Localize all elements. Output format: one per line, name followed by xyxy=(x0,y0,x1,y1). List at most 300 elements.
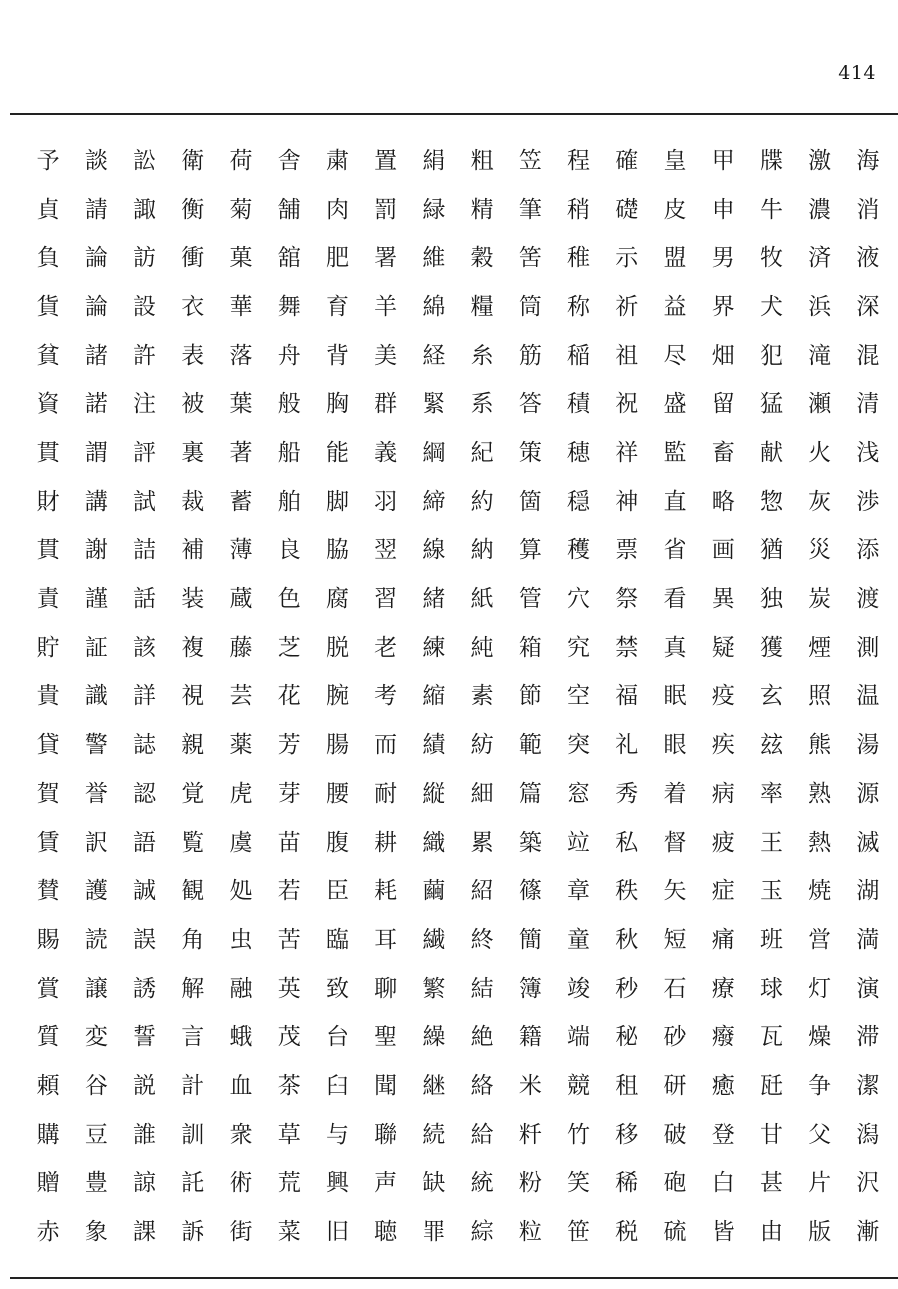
kanji-cell: 譲 xyxy=(84,975,108,1002)
kanji-cell: 猛 xyxy=(759,391,783,418)
kanji-cell: 贈 xyxy=(36,1170,60,1197)
kanji-cell: 老 xyxy=(374,634,398,661)
kanji-cell: 習 xyxy=(374,586,398,613)
kanji-cell: 節 xyxy=(518,683,542,710)
kanji-cell: 猶 xyxy=(759,537,783,564)
kanji-cell: 誠 xyxy=(133,878,157,905)
kanji-cell: 程 xyxy=(567,147,591,174)
kanji-cell: 貯 xyxy=(36,634,60,661)
kanji-cell: 父 xyxy=(808,1121,832,1148)
kanji-cell: 読 xyxy=(84,926,108,953)
kanji-cell: 線 xyxy=(422,537,446,564)
kanji-cell: 牛 xyxy=(759,196,783,223)
kanji-cell: 看 xyxy=(663,586,687,613)
kanji-cell: 致 xyxy=(325,975,349,1002)
kanji-cell: 穏 xyxy=(567,488,591,515)
kanji-cell: 茶 xyxy=(277,1073,301,1100)
kanji-cell: 翌 xyxy=(374,537,398,564)
kanji-cell: 玉 xyxy=(759,878,783,905)
kanji-cell: 請 xyxy=(84,196,108,223)
kanji-cell: 頼 xyxy=(36,1073,60,1100)
kanji-cell: 穴 xyxy=(567,586,591,613)
kanji-cell: 稚 xyxy=(567,245,591,272)
kanji-cell: 盛 xyxy=(663,391,687,418)
kanji-cell: 篠 xyxy=(518,878,542,905)
kanji-cell: 街 xyxy=(229,1219,253,1246)
kanji-cell: 課 xyxy=(133,1219,157,1246)
kanji-cell: 聞 xyxy=(374,1073,398,1100)
kanji-cell: 綱 xyxy=(422,440,446,467)
kanji-cell: 聊 xyxy=(374,975,398,1002)
kanji-cell: 質 xyxy=(36,1024,60,1051)
kanji-cell: 計 xyxy=(181,1073,205,1100)
kanji-cell: 腕 xyxy=(325,683,349,710)
kanji-cell: 班 xyxy=(759,926,783,953)
kanji-cell: 牧 xyxy=(759,245,783,272)
kanji-cell: 疾 xyxy=(711,732,735,759)
kanji-cell: 略 xyxy=(711,488,735,515)
kanji-cell: 給 xyxy=(470,1121,494,1148)
kanji-cell: 直 xyxy=(663,488,687,515)
kanji-cell: 瓦 xyxy=(759,1024,783,1051)
kanji-cell: 賛 xyxy=(36,878,60,905)
kanji-cell: 謹 xyxy=(84,586,108,613)
kanji-cell: 畜 xyxy=(711,440,735,467)
kanji-cell: 租 xyxy=(615,1073,639,1100)
kanji-cell: 粛 xyxy=(325,147,349,174)
kanji-cell: 舎 xyxy=(277,147,301,174)
kanji-cell: 耗 xyxy=(374,878,398,905)
kanji-cell: 犯 xyxy=(759,342,783,369)
kanji-cell: 福 xyxy=(615,683,639,710)
kanji-cell: 虫 xyxy=(229,926,253,953)
kanji-cell: 誘 xyxy=(133,975,157,1002)
kanji-cell: 真 xyxy=(663,634,687,661)
kanji-cell: 虎 xyxy=(229,780,253,807)
kanji-cell: 腸 xyxy=(325,732,349,759)
kanji-cell: 署 xyxy=(374,245,398,272)
kanji-cell: 色 xyxy=(277,586,301,613)
kanji-cell: 資 xyxy=(36,391,60,418)
kanji-cell: 秒 xyxy=(615,975,639,1002)
kanji-cell: 灯 xyxy=(808,975,832,1002)
top-rule xyxy=(10,113,898,115)
kanji-cell: 誰 xyxy=(133,1121,157,1148)
kanji-cell: 激 xyxy=(808,147,832,174)
kanji-cell: 祭 xyxy=(615,586,639,613)
kanji-cell: 竹 xyxy=(567,1121,591,1148)
kanji-cell: 苗 xyxy=(277,829,301,856)
kanji-cell: 識 xyxy=(84,683,108,710)
kanji-cell: 深 xyxy=(856,293,880,320)
kanji-cell: 芳 xyxy=(277,732,301,759)
kanji-cell: 祖 xyxy=(615,342,639,369)
kanji-cell: 皆 xyxy=(711,1219,735,1246)
kanji-cell: 笹 xyxy=(567,1219,591,1246)
kanji-cell: 癒 xyxy=(711,1073,735,1100)
kanji-cell: 率 xyxy=(759,780,783,807)
kanji-cell: 癈 xyxy=(711,1024,735,1051)
kanji-cell: 由 xyxy=(759,1219,783,1246)
kanji-cell: 緑 xyxy=(422,196,446,223)
kanji-cell: 論 xyxy=(84,245,108,272)
kanji-cell: 箇 xyxy=(518,488,542,515)
kanji-cell: 菜 xyxy=(277,1219,301,1246)
kanji-cell: 矢 xyxy=(663,878,687,905)
kanji-cell: 男 xyxy=(711,245,735,272)
kanji-cell: 訳 xyxy=(84,829,108,856)
kanji-cell: 炭 xyxy=(808,586,832,613)
kanji-cell: 融 xyxy=(229,975,253,1002)
kanji-cell: 牒 xyxy=(759,147,783,174)
kanji-cell: 笑 xyxy=(567,1170,591,1197)
kanji-cell: 覧 xyxy=(181,829,205,856)
kanji-cell: 旧 xyxy=(325,1219,349,1246)
kanji-cell: 粒 xyxy=(518,1219,542,1246)
kanji-cell: 舘 xyxy=(277,245,301,272)
kanji-cell: 素 xyxy=(470,683,494,710)
kanji-cell: 突 xyxy=(567,732,591,759)
kanji-cell: 終 xyxy=(470,926,494,953)
kanji-cell: 粉 xyxy=(518,1170,542,1197)
kanji-cell: 移 xyxy=(615,1121,639,1148)
kanji-cell: 背 xyxy=(325,342,349,369)
kanji-cell: 蔵 xyxy=(229,586,253,613)
kanji-cell: 茂 xyxy=(277,1024,301,1051)
kanji-cell: 競 xyxy=(567,1073,591,1100)
kanji-cell: 蛾 xyxy=(229,1024,253,1051)
kanji-cell: 賞 xyxy=(36,975,60,1002)
kanji-cell: 能 xyxy=(325,440,349,467)
kanji-cell: 熟 xyxy=(808,780,832,807)
kanji-cell: 謂 xyxy=(84,440,108,467)
kanji-cell: 綿 xyxy=(422,293,446,320)
kanji-cell: 良 xyxy=(277,537,301,564)
kanji-cell: 薬 xyxy=(229,732,253,759)
kanji-cell: 貴 xyxy=(36,683,60,710)
kanji-cell: 絹 xyxy=(422,147,446,174)
kanji-cell: 臼 xyxy=(325,1073,349,1100)
kanji-cell: 示 xyxy=(615,245,639,272)
kanji-cell: 簡 xyxy=(518,926,542,953)
kanji-cell: 継 xyxy=(422,1073,446,1100)
kanji-cell: 籍 xyxy=(518,1024,542,1051)
kanji-cell: 甘 xyxy=(759,1121,783,1148)
kanji-cell: 白 xyxy=(711,1170,735,1197)
kanji-cell: 答 xyxy=(518,391,542,418)
kanji-cell: 箱 xyxy=(518,634,542,661)
kanji-cell: 罪 xyxy=(422,1219,446,1246)
kanji-cell: 貨 xyxy=(36,293,60,320)
kanji-cell: 渉 xyxy=(856,488,880,515)
kanji-cell: 研 xyxy=(663,1073,687,1100)
kanji-cell: 視 xyxy=(181,683,205,710)
kanji-cell: 腐 xyxy=(325,586,349,613)
kanji-cell: 硫 xyxy=(663,1219,687,1246)
kanji-cell: 続 xyxy=(422,1121,446,1148)
kanji-cell: 縮 xyxy=(422,683,446,710)
kanji-cell: 購 xyxy=(36,1121,60,1148)
kanji-cell: 豊 xyxy=(84,1170,108,1197)
kanji-cell: 清 xyxy=(856,391,880,418)
kanji-cell: 独 xyxy=(759,586,783,613)
kanji-cell: 祝 xyxy=(615,391,639,418)
kanji-cell: 罰 xyxy=(374,196,398,223)
kanji-cell: 花 xyxy=(277,683,301,710)
kanji-cell: 火 xyxy=(808,440,832,467)
kanji-cell: 砂 xyxy=(663,1024,687,1051)
kanji-cell: 訟 xyxy=(133,147,157,174)
kanji-cell: 液 xyxy=(856,245,880,272)
kanji-cell: 菓 xyxy=(229,245,253,272)
kanji-cell: 祥 xyxy=(615,440,639,467)
kanji-cell: 皮 xyxy=(663,196,687,223)
kanji-cell: 界 xyxy=(711,293,735,320)
kanji-cell: 財 xyxy=(36,488,60,515)
kanji-cell: 稀 xyxy=(615,1170,639,1197)
kanji-cell: 注 xyxy=(133,391,157,418)
kanji-cell: 益 xyxy=(663,293,687,320)
kanji-cell: 語 xyxy=(133,829,157,856)
kanji-cell: 義 xyxy=(374,440,398,467)
kanji-cell: 貫 xyxy=(36,537,60,564)
kanji-cell: 秋 xyxy=(615,926,639,953)
kanji-cell: 温 xyxy=(856,683,880,710)
kanji-cell: 端 xyxy=(567,1024,591,1051)
kanji-cell: 貞 xyxy=(36,196,60,223)
kanji-cell: 病 xyxy=(711,780,735,807)
kanji-cell: 潟 xyxy=(856,1121,880,1148)
kanji-cell: 角 xyxy=(181,926,205,953)
kanji-cell: 源 xyxy=(856,780,880,807)
kanji-cell: 謝 xyxy=(84,537,108,564)
kanji-cell: 脚 xyxy=(325,488,349,515)
kanji-cell: 衡 xyxy=(181,196,205,223)
kanji-cell: 託 xyxy=(181,1170,205,1197)
kanji-cell: 責 xyxy=(36,586,60,613)
kanji-cell: 礼 xyxy=(615,732,639,759)
kanji-cell: 累 xyxy=(470,829,494,856)
kanji-cell: 空 xyxy=(567,683,591,710)
kanji-cell: 漸 xyxy=(856,1219,880,1246)
kanji-cell: 篇 xyxy=(518,780,542,807)
kanji-cell: 練 xyxy=(422,634,446,661)
kanji-cell: 禁 xyxy=(615,634,639,661)
kanji-cell: 災 xyxy=(808,537,832,564)
kanji-cell: 護 xyxy=(84,878,108,905)
kanji-cell: 統 xyxy=(470,1170,494,1197)
kanji-cell: 精 xyxy=(470,196,494,223)
kanji-cell: 礎 xyxy=(615,196,639,223)
kanji-cell: 甚 xyxy=(759,1170,783,1197)
kanji-cell: 算 xyxy=(518,537,542,564)
kanji-cell: 肥 xyxy=(325,245,349,272)
kanji-cell: 眠 xyxy=(663,683,687,710)
kanji-cell: 設 xyxy=(133,293,157,320)
kanji-cell: 省 xyxy=(663,537,687,564)
kanji-cell: 変 xyxy=(84,1024,108,1051)
kanji-cell: 考 xyxy=(374,683,398,710)
kanji-cell: 破 xyxy=(663,1121,687,1148)
kanji-cell: 聯 xyxy=(374,1121,398,1148)
kanji-cell: 許 xyxy=(133,342,157,369)
kanji-cell: 詰 xyxy=(133,537,157,564)
kanji-cell: 詳 xyxy=(133,683,157,710)
kanji-cell: 親 xyxy=(181,732,205,759)
kanji-cell: 誓 xyxy=(133,1024,157,1051)
kanji-cell: 系 xyxy=(470,391,494,418)
kanji-cell: 疫 xyxy=(711,683,735,710)
kanji-cell: 訪 xyxy=(133,245,157,272)
kanji-cell: 衣 xyxy=(181,293,205,320)
kanji-cell: 与 xyxy=(325,1121,349,1148)
kanji-cell: 講 xyxy=(84,488,108,515)
kanji-cell: 薄 xyxy=(229,537,253,564)
kanji-cell: 予 xyxy=(36,147,60,174)
kanji-cell: 衛 xyxy=(181,147,205,174)
kanji-cell: 表 xyxy=(181,342,205,369)
kanji-cell: 策 xyxy=(518,440,542,467)
kanji-cell: 羽 xyxy=(374,488,398,515)
kanji-cell: 聴 xyxy=(374,1219,398,1246)
kanji-cell: 祈 xyxy=(615,293,639,320)
kanji-cell: 玄 xyxy=(759,683,783,710)
kanji-cell: 細 xyxy=(470,780,494,807)
kanji-cell: 緊 xyxy=(422,391,446,418)
kanji-cell: 繰 xyxy=(422,1024,446,1051)
kanji-cell: 犬 xyxy=(759,293,783,320)
kanji-cell: 缺 xyxy=(422,1170,446,1197)
kanji-cell: 範 xyxy=(518,732,542,759)
kanji-cell: 滝 xyxy=(808,342,832,369)
kanji-cell: 興 xyxy=(325,1170,349,1197)
kanji-cell: 補 xyxy=(181,537,205,564)
kanji-cell: 浜 xyxy=(808,293,832,320)
kanji-cell: 装 xyxy=(181,586,205,613)
kanji-cell: 舗 xyxy=(277,196,301,223)
kanji-cell: 訴 xyxy=(181,1219,205,1246)
kanji-cell: 藤 xyxy=(229,634,253,661)
kanji-cell: 濃 xyxy=(808,196,832,223)
kanji-cell: 耳 xyxy=(374,926,398,953)
kanji-cell: 皇 xyxy=(663,147,687,174)
kanji-cell: 而 xyxy=(374,732,398,759)
kanji-cell: 笠 xyxy=(518,147,542,174)
kanji-cell: 糧 xyxy=(470,293,494,320)
kanji-cell: 耐 xyxy=(374,780,398,807)
kanji-cell: 肉 xyxy=(325,196,349,223)
kanji-cell: 痛 xyxy=(711,926,735,953)
kanji-cell: 筈 xyxy=(518,245,542,272)
kanji-cell: 貸 xyxy=(36,732,60,759)
kanji-cell: 演 xyxy=(856,975,880,1002)
kanji-cell: 混 xyxy=(856,342,880,369)
kanji-cell: 穫 xyxy=(567,537,591,564)
kanji-cell: 誉 xyxy=(84,780,108,807)
kanji-cell: 論 xyxy=(84,293,108,320)
kanji-cell: 谷 xyxy=(84,1073,108,1100)
kanji-cell: 芸 xyxy=(229,683,253,710)
kanji-cell: 疑 xyxy=(711,634,735,661)
kanji-cell: 添 xyxy=(856,537,880,564)
kanji-cell: 沢 xyxy=(856,1170,880,1197)
kanji-cell: 舟 xyxy=(277,342,301,369)
kanji-cell: 煙 xyxy=(808,634,832,661)
kanji-cell: 稍 xyxy=(567,196,591,223)
kanji-cell: 落 xyxy=(229,342,253,369)
kanji-cell: 繁 xyxy=(422,975,446,1002)
kanji-cell: 績 xyxy=(422,732,446,759)
kanji-cell: 蓄 xyxy=(229,488,253,515)
kanji-cell: 玆 xyxy=(759,732,783,759)
kanji-cell: 評 xyxy=(133,440,157,467)
kanji-cell: 裁 xyxy=(181,488,205,515)
kanji-cell: 尽 xyxy=(663,342,687,369)
kanji-cell: 誤 xyxy=(133,926,157,953)
kanji-cell: 諾 xyxy=(84,391,108,418)
kanji-cell: 盟 xyxy=(663,245,687,272)
kanji-cell: 築 xyxy=(518,829,542,856)
kanji-cell: 耕 xyxy=(374,829,398,856)
kanji-cell: 神 xyxy=(615,488,639,515)
kanji-cell: 潔 xyxy=(856,1073,880,1100)
kanji-cell: 画 xyxy=(711,537,735,564)
kanji-cell: 華 xyxy=(229,293,253,320)
kanji-cell: 負 xyxy=(36,245,60,272)
kanji-cell: 穂 xyxy=(567,440,591,467)
kanji-cell: 腰 xyxy=(325,780,349,807)
kanji-cell: 献 xyxy=(759,440,783,467)
kanji-cell: 石 xyxy=(663,975,687,1002)
kanji-cell: 著 xyxy=(229,440,253,467)
kanji-cell: 紡 xyxy=(470,732,494,759)
kanji-cell: 争 xyxy=(808,1073,832,1100)
kanji-cell: 絡 xyxy=(470,1073,494,1100)
kanji-cell: 覚 xyxy=(181,780,205,807)
kanji-cell: 浅 xyxy=(856,440,880,467)
kanji-cell: 解 xyxy=(181,975,205,1002)
kanji-cell: 裏 xyxy=(181,440,205,467)
kanji-cell: 約 xyxy=(470,488,494,515)
character-table xyxy=(24,137,892,1257)
kanji-cell: 荒 xyxy=(277,1170,301,1197)
kanji-cell: 畑 xyxy=(711,342,735,369)
kanji-cell: 筒 xyxy=(518,293,542,320)
kanji-cell: 票 xyxy=(615,537,639,564)
kanji-cell: 赤 xyxy=(36,1219,60,1246)
kanji-cell: 認 xyxy=(133,780,157,807)
kanji-cell: 済 xyxy=(808,245,832,272)
kanji-cell: 象 xyxy=(84,1219,108,1246)
kanji-cell: 若 xyxy=(277,878,301,905)
kanji-cell: 称 xyxy=(567,293,591,320)
kanji-cell: 照 xyxy=(808,683,832,710)
kanji-cell: 複 xyxy=(181,634,205,661)
kanji-cell: 秩 xyxy=(615,878,639,905)
kanji-cell: 積 xyxy=(567,391,591,418)
kanji-cell: 窓 xyxy=(567,780,591,807)
kanji-cell: 穀 xyxy=(470,245,494,272)
kanji-cell: 賜 xyxy=(36,926,60,953)
kanji-cell: 船 xyxy=(277,440,301,467)
kanji-cell: 灰 xyxy=(808,488,832,515)
kanji-cell: 舞 xyxy=(277,293,301,320)
kanji-cell: 疲 xyxy=(711,829,735,856)
kanji-cell: 臣 xyxy=(325,878,349,905)
kanji-cell: 結 xyxy=(470,975,494,1002)
kanji-cell: 版 xyxy=(808,1219,832,1246)
kanji-cell: 訓 xyxy=(181,1121,205,1148)
